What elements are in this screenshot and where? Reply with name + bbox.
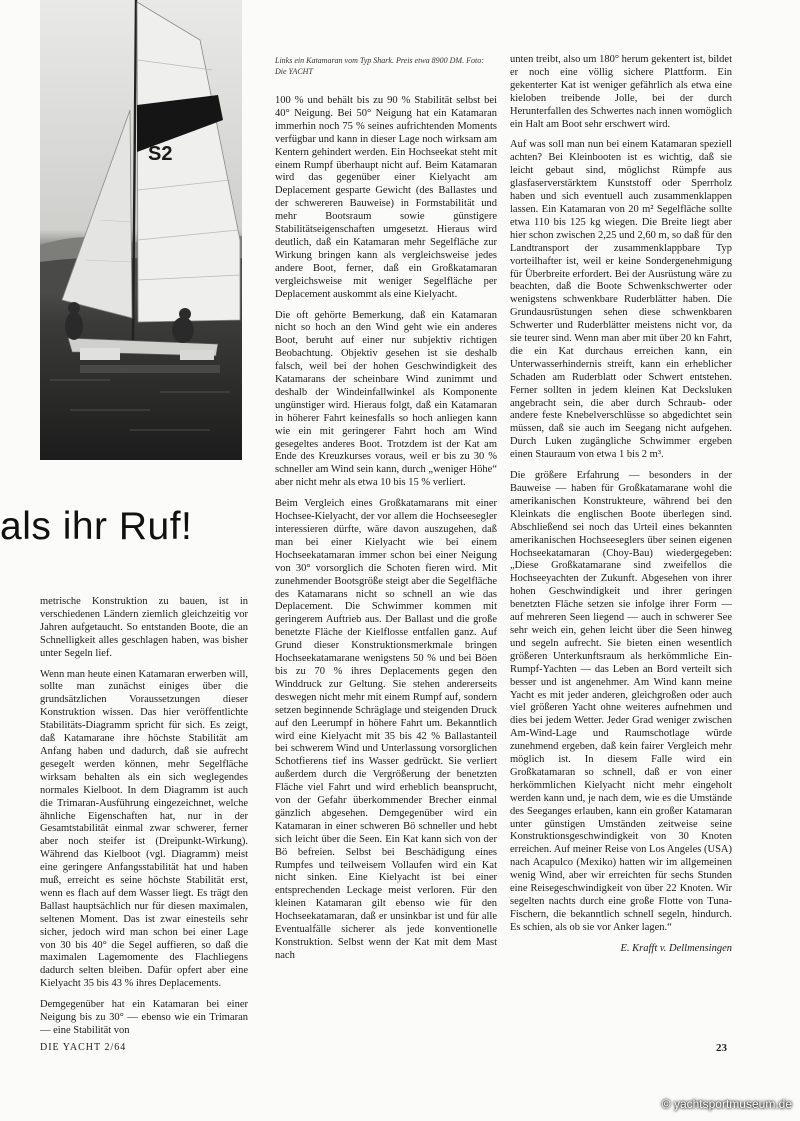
article-column-2 <box>275 95 497 971</box>
page-number: 23 <box>716 1042 727 1054</box>
photo-caption: Links ein Katamaran vom Typ Shark. Preis etwa 8900 DM. Foto: Die YACHT <box>275 56 484 76</box>
paragraph: unten treibt, also um 180° herum gekentert ist, bildet er noch eine völlig sichere Plattform. Ein gekenterter Kat ist weniger gefährlich als etwa eine kieloben treibende Jolle, bei der durch Herunterfallen des Schwertes nach innen womöglich ein Halt am Boot sehr erschwert wird. <box>510 54 732 130</box>
paragraph: metrische Konstruktion zu bauen, ist in verschiedenen Ländern ziemlich gleichzeitig vor Jahren aufgetaucht. So entstanden Boote, die an Schnelligkeit alles geschlagen haben, was bisher unter Segeln lief. <box>40 596 248 659</box>
paragraph: Auf was soll man nun bei einem Katamaran speziell achten? Bei Kleinbooten ist es wichtig, daß sie leicht gebaut sind, möglichst Rümpfe aus glasfaserverstärktem Kunststoff oder Sperrholz haben und sich eventuell auch zusammenklappen lassen. Ein Katamaran von 20 m² Segelfläche sollte etwa 110 bis 125 kg wiegen. Die Breite liegt aber hier schon zwischen 2,25 und 2,60 m, so daß für den Landtransport der zusammenklappbare Typ vorteilhafter ist, weil er keine Sondergenehmigung für Überbreite erfordert. Bei der Ausrüstung wäre zu beachten, daß die Boote Schwenkschwerter oder wenigstens schwenkbare Ruderblätter haben. Die Grundausrüstungen sehen diese schwenkbaren Schwerter und Ruderblätter meistens nicht vor, da sie teurer sind. Wenn man aber mit über 20 kn Fahrt, die ein Kat durchaus erreichen kann, ein Unterwasserhindernis streift, kann ein erheblicher Schaden am Ruderblatt oder Schwert entstehen. Ferner sollten in jedem kleinen Kat Decksluken angebracht sein, die aber durch Schraub- oder andere feste Knebelverschlüsse so abgedichtet sein müssen, daß sie auch im Seegang nicht aufgehen. Durch Luken zugängliche Schwimmer ergeben einen Stauraum von etwa 1 bis 2 m³. <box>510 139 732 461</box>
article-headline: als ihr Ruf! <box>0 505 193 548</box>
watermark: © yachtsportmuseum.de <box>661 1097 792 1111</box>
paragraph: Wenn man heute einen Katamaran erwerben will, sollte man zunächst einiges über die grundsätzlichen Voraussetzungen dieser Konstruktion wissen. Das hier veröffentlichte Stabilitäts-Diagramm spricht für sich. Es zeigt, daß Katamarane ihre höchste Stabilität am Anfang haben und dadurch, daß sie aufrecht gesegelt werden können, mehr Segelfläche wirksam behalten als ein sich weglegendes normales Kielboot. In dem Diagramm ist auch die Trimaran-Ausführung eingezeichnet, welche ähnliche Eigenschaften hat, nur in der Gesamtstabilität einmal zwar schwerer, ferner aber noch steifer ist (Dreipunkt-Wirkung). Während das Kielboot (vgl. Diagramm) meist eine geringere Anfangsstabilität hat und haben muß, erreicht es seine höchste Stabilität erst, wenn es flach auf dem Wasser liegt. Es trägt den Ballast hauptsächlich nur für diesen maximalen, seltenen Moment. Das ist zwar einesteils sehr sicher, jedoch wird man schon bei einer Lage von 30 bis 40° die Segel auffieren, so daß die maximalen Lagemomente des Flachliegens dadurch selten bleiben. Dafür opfert aber eine Kielyacht 35 bis 43 % ihres Deplacements. <box>40 668 248 990</box>
author-signature: E. Krafft v. Dellmensingen <box>620 942 732 954</box>
article-column-1 <box>40 596 248 1046</box>
magazine-issue-label: DIE YACHT 2/64 <box>40 1042 127 1053</box>
sailing-catamaran-photo <box>40 0 242 460</box>
sail-number: S2 <box>148 143 173 165</box>
paragraph: Die größere Erfahrung — besonders in der Bauweise — haben für Großkatamarane wohl die amerikanischen Konstrukteure, während bei den Kleinkats die englischen Boote überlegen sind. Abschließend sei noch das Urteil eines bekannten amerikanischen Hochseeseglers über seinen eigenen Hochseekatamaran (Choy-Bau) wiedergegeben: „Diese Großkatamarane sind zweifellos die Hochseeyachten der Zukunft. Abgesehen von ihrer hohen Geschwindigkeit und ihrer geringen benetzten Fläche setzen sie infolge ihrer Form — auf mehreren Seen liegend — auch in schwerer See sehr weich ein, gehen leicht über die Seen hinweg und segeln aufrecht. Sie bieten einen wesentlich größeren Unterkunftsraum als herkömmliche Ein-Rumpf-Yachten — das Leben an Bord verteilt sich besser und ist angenehmer. Am Wind kann meine Yacht es mit jeder anderen, gleichgroßen oder auch viel größeren Yacht ohne weiteres aufnehmen und dies bei jedem Wetter. Jeder Grad weniger zwischen Am-Wind-Lage und Raumschotlage würde zunehmend ergeben, daß kein fairer Vergleich mehr möglich ist. In diesem Falle wird ein Großkatamaran so schnell, daß er von einer herkömmlichen Kielyacht nicht mehr eingeholt werden kann und, je nach dem, wie es die Umstände des Seeganges erlauben, kann ein großer Katamaran unter günstigen Umständen zeitweise seine Konstruktionsgeschwindigkeit von 30 Knoten erreichen. Auf meiner Reise von Los Angeles (USA) nach Acapulco (Mexiko) hatten wir im allgemeinen wenig Wind, aber wir erreichten für sechs Stunden eine Reisegeschwindigkeit von über 22 Knoten. Wir segelten nachts durch eine große Flotte von Tuna-Fischern, die bekanntlich schnell segeln, hindurch. Es schien, als ob sie vor Anker lagen.“ <box>510 470 732 933</box>
paragraph: Beim Vergleich eines Großkatamarans mit einer Hochsee-Kielyacht, der vor allem die Hochseesegler interessieren dürfte, wäre davon auszugehen, daß man bei einer Kielyacht wie bei einem Hochseekatamaran immer schon bei einer Neigung von 30° vorsorglich die Schoten fieren wird. Mit zunehmender Bootsgröße steigt aber die Segelfläche des Katamarans nicht so schnell an wie das Deplacement. Die Schwimmer kommen mit geringerem Auftrieb aus. Der Ballast und die große benetzte Fläche der Kielflosse entfallen ganz. Auf Grund dieser Konstruktionsmerkmale bringen Hochseekatamarane wenigstens 50 % und bei Böen bis zu 70 % ihres Deplacements gegen den Winddruck zur Geltung. Sie stehen andererseits deswegen nicht mehr mit einem Rumpf auf, sondern setzen beginnende Schräglage und steigenden Druck auf den Leerumpf in höhere Fahrt um. Bekanntlich wird eine Kielyacht mit 35 bis 42 % Ballastanteil bei schwerem Wind und Unterlassung vorsorglichen Schotfierens tief ins Wasser gedrückt. Sie verliert außerdem durch die Vergrößerung der benetzten Fläche viel Fahrt und wird erheblich beansprucht, von der Gefahr überkommender Brecher einmal gänzlich abgesehen. Demgegenüber wird ein Katamaran in einer schweren Bö schneller und hebt sich leicht über die Seen. Ein Kat kann sich von der Bö befreien. Selbst bei Beschädigung eines Rumpfes und teilweisem Vollaufen wird ein Kat nicht sinken. Eine Kielyacht ist bei einer entsprechenden Leckage meist verloren. Für den kleinen Katamaran gilt ebenso wie für den Hochseekatamaran, daß er unsinkbar ist und für alle Eventualfälle sicherer als jede konventionelle Konstruktion. Selbst wenn der Kat mit dem Mast nach <box>275 498 497 961</box>
article-column-3 <box>510 54 732 956</box>
paragraph: 100 % und behält bis zu 90 % Stabilität selbst bei 40° Neigung. Bei 50° Neigung hat ein Katamaran immerhin noch 75 % seines aufrichtenden Moments verfügbar und kann in dieser Lage noch wirksam am Kentern gehindert werden. Ein Hochseekat steht mit einem Rumpf überhaupt nicht auf. Beim Katamaran wird das gegenüber einer Kielyacht am Deplacement gesparte Gewicht (des Ballastes und der schwereren Bauweise) in Formstabilität und mehr Bootsraum sowie günstigere Stabilitätseigenschaften umgesetzt. Hieraus wird deutlich, daß ein Katamaran mehr Segelfläche zur Wirkung bringen kann als vergleichsweise jedes andere Boot, ferner, daß ein Großkatamaran vergleichsweise mit weniger Segelfläche per Deplacement auskommt als eine Kielyacht. <box>275 95 497 300</box>
paragraph: Demgegenüber hat ein Katamaran bei einer Neigung bis zu 30° — ebenso wie ein Trimaran — eine Stabilität von <box>40 999 248 1036</box>
paragraph: Die oft gehörte Bemerkung, daß ein Katamaran nicht so hoch an den Wind geht wie ein anderes Boot, beruht auf einer nur subjektiv richtigen Beobachtung. Objektiv gesehen ist sie deshalb falsch, weil bei der hohen Geschwindigkeit des Katamarans der scheinbare Wind zunimmt und deshalb der Windeinfallwinkel als Komponente ungünstiger wird. Hieraus folgt, daß ein Katamaran in höherer Fahrt keinesfalls so hoch anliegen kann wie ein mit geringerer Fahrt hoch am Wind gesegeltes anderes Boot. Trotzdem ist der Kat am Ende des Kreuzkurses voraus, weil er bis zu 30 % schneller am Wind sein kann, durch „weniger Höhe“ aber nicht mehr als etwa 10 bis 15 % verliert. <box>275 309 497 489</box>
catamaran-photo-illustration <box>40 0 242 460</box>
